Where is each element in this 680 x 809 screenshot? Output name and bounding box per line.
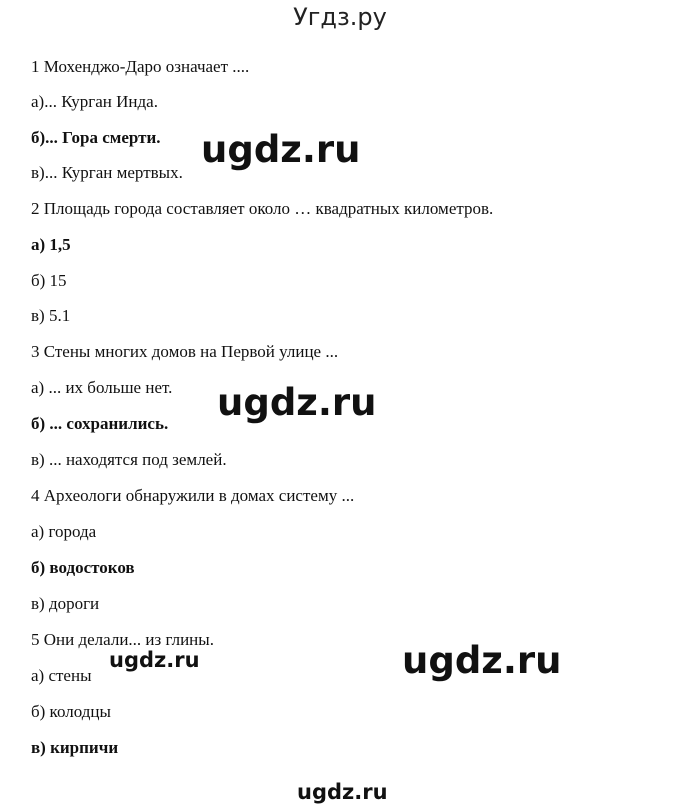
question-1: 1 Мохенджо-Даро означает .... [31, 57, 250, 76]
answer-4b-correct: б) водостоков [31, 558, 135, 577]
answer-2a-correct: а) 1,5 [31, 235, 71, 254]
answer-5a: а) стены [31, 666, 92, 685]
answer-1a: а)... Курган Инда. [31, 92, 158, 111]
question-5: 5 Они делали... из глины. [31, 630, 214, 649]
answer-3a: а) ... их больше нет. [31, 378, 173, 397]
watermark: ugdz.ru [109, 648, 200, 672]
answer-2c: в) 5.1 [31, 306, 71, 325]
answer-4a: а) города [31, 522, 97, 541]
watermark: ugdz.ru [201, 128, 361, 171]
question-4: 4 Археологи обнаружили в домах систему ... [31, 486, 355, 505]
answer-5b: б) колодцы [31, 702, 111, 721]
question-2: 2 Площадь города составляет около … квадратных километров. [31, 199, 494, 218]
answer-1c: в)... Курган мертвых. [31, 163, 183, 182]
page-title: Угдз.ру [293, 3, 387, 31]
answer-3b-correct: б) ... сохранились. [31, 414, 169, 433]
answer-5c-correct: в) кирпичи [31, 738, 119, 757]
watermark: ugdz.ru [297, 780, 388, 804]
answer-3c: в) ... находятся под землей. [31, 450, 227, 469]
answer-4c: в) дороги [31, 594, 100, 613]
answer-2b: б) 15 [31, 271, 67, 290]
watermark: ugdz.ru [402, 639, 562, 682]
question-3: 3 Стены многих домов на Первой улице ... [31, 342, 339, 361]
watermark: ugdz.ru [217, 381, 377, 424]
answer-1b-correct: б)... Гора смерти. [31, 128, 161, 147]
